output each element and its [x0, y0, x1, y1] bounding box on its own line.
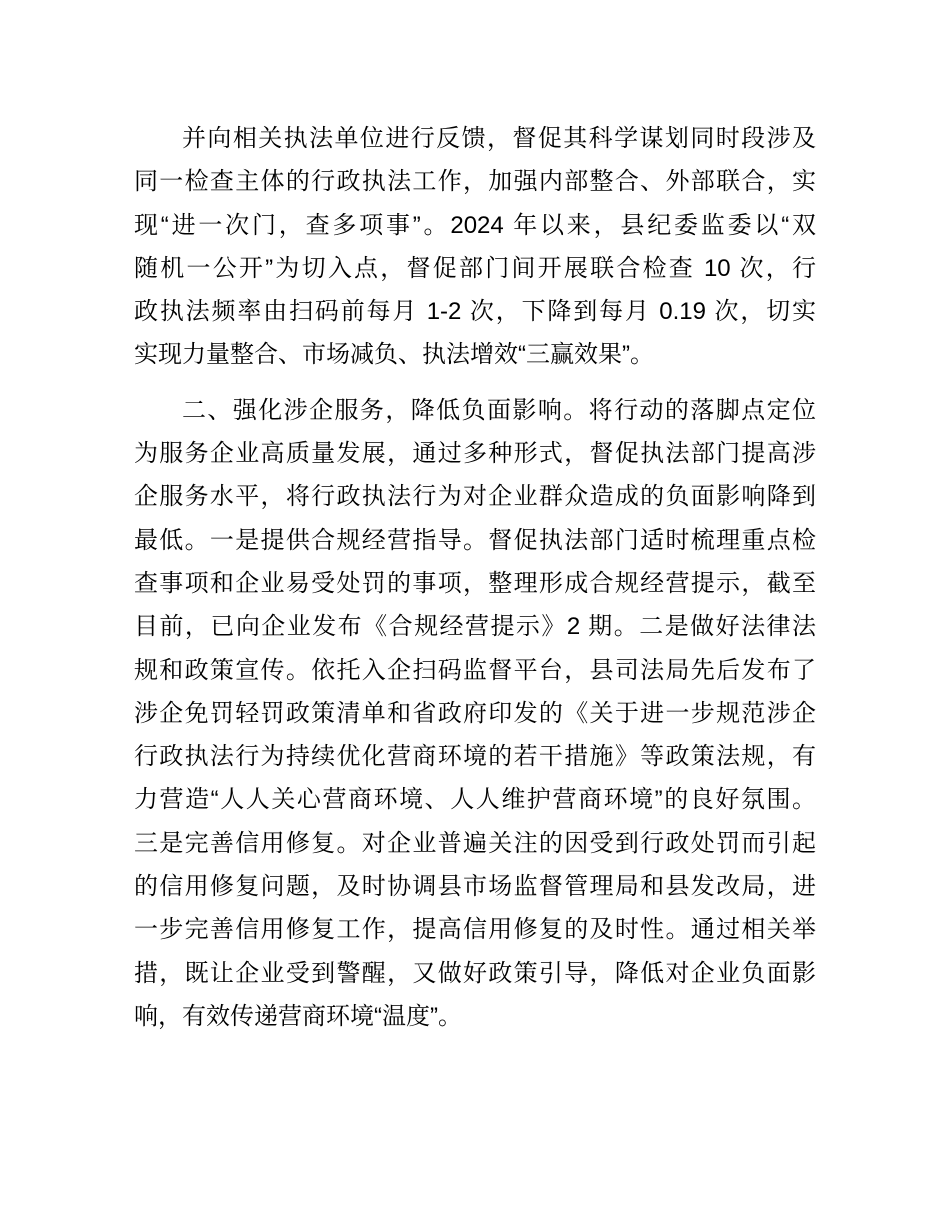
- text-line: 为服务企业高质量发展，通过多种形式，督促执法部门提高涉: [134, 440, 816, 468]
- text-line: 并向相关执法单位进行反馈，督促其科学谋划同时段涉及: [182, 125, 816, 152]
- text-line: 现“进一次门，查多项事”。2024 年以来，县纪委监委以“双: [134, 211, 816, 239]
- text-line: 三是完善信用修复。对企业普遍关注的因受到行政处罚而引起: [134, 829, 816, 857]
- text-line: 企服务水平，将行政执法行为对企业群众造成的负面影响降到: [134, 483, 816, 511]
- text-line: 实现力量整合、市场减负、执法增效“三赢效果”。: [134, 341, 654, 369]
- text-line: 涉企免罚轻罚政策清单和省政府印发的《关于进一步规范涉企: [134, 699, 816, 727]
- text-line: 随机一公开”为切入点，督促部门间开展联合检查 10 次，行: [134, 254, 816, 282]
- text-line: 最低。一是提供合规经营指导。督促执法部门适时梳理重点检: [134, 526, 816, 554]
- text-line: 查事项和企业易受处罚的事项，整理形成合规经营提示，截至: [134, 569, 816, 597]
- paragraph-enterprise-services: [134, 389, 816, 1038]
- text-line: 同一检查主体的行政执法工作，加强内部整合、外部联合，实: [134, 168, 816, 196]
- text-line: 力营造“人人关心营商环境、人人维护营商环境”的良好氛围。: [134, 786, 816, 814]
- text-line: 的信用修复问题，及时协调县市场监督管理局和县发改局，进: [134, 873, 816, 901]
- text-line: 一步完善信用修复工作，提高信用修复的及时性。通过相关举: [134, 916, 816, 944]
- text-line: 措，既让企业受到警醒，又做好政策引导，降低对企业负面影: [134, 959, 816, 987]
- text-line: 目前，已向企业发布《合规经营提示》2 期。二是做好法律法: [134, 613, 816, 641]
- text-line: 响，有效传递营商环境“温度”。: [134, 1002, 462, 1030]
- text-line: 行政执法行为持续优化营商环境的若干措施》等政策法规，有: [134, 743, 816, 771]
- text-line: 政执法频率由扫码前每月 1-2 次，下降到每月 0.19 次，切实: [134, 298, 816, 326]
- text-line: 规和政策宣传。依托入企扫码监督平台，县司法局先后发布了: [134, 656, 816, 684]
- paragraph-enforcement-feedback: [134, 117, 816, 377]
- text-line: 二、强化涉企服务，降低负面影响。将行动的落脚点定位: [182, 396, 816, 424]
